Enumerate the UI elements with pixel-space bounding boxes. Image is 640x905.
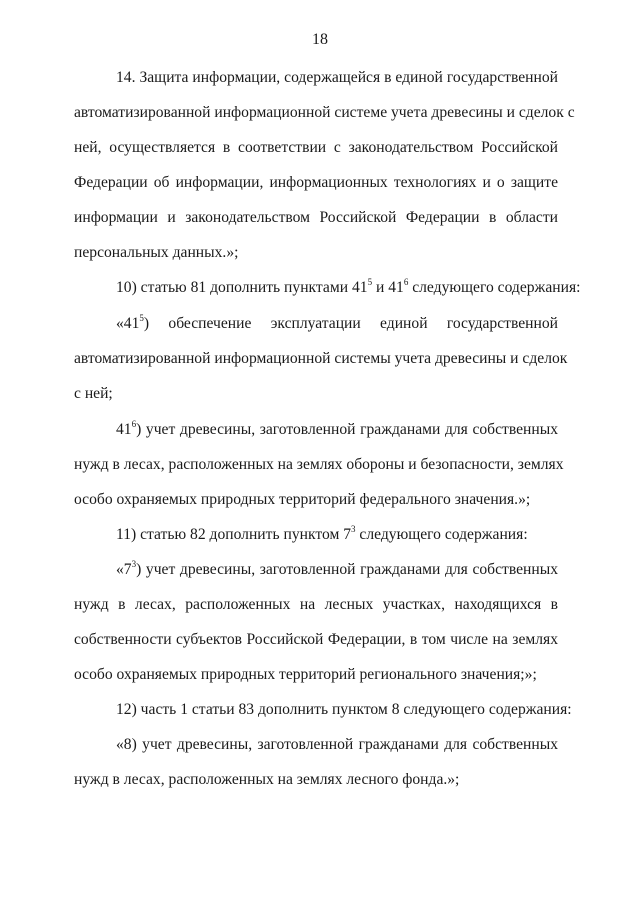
paragraph-14-line-1: 14. Защита информации, содержащейся в единой государственной	[116, 69, 558, 86]
paragraph-14-line-4: Федерации об информации, информационных технологиях и о защите	[74, 174, 558, 191]
paragraph-7-3-line-1: «$7^3$) учет древесины, заготовленной гражданами для собственных	[116, 558, 558, 578]
paragraph-8-line-1: «8) учет древесины, заготовленной гражданами для собственных	[116, 736, 558, 753]
paragraph-7-3-line-4: особо охраняемых природных территорий регионального значения;»;	[74, 666, 537, 683]
paragraph-8-line-2: нужд в лесах, расположенных на землях лесного фонда.»;	[74, 771, 460, 788]
paragraph-7-3-line-2: нужд в лесах, расположенных на лесных участках, находящихся в	[74, 596, 558, 613]
item-12-text: 12) часть 1 статьи 83 дополнить пунктом 8 следующего содержания:	[116, 701, 572, 718]
paragraph-41-5-line-3: с ней;	[74, 385, 113, 402]
paragraph-41-6-line-2: нужд в лесах, расположенных на землях обороны и безопасности, землях	[74, 456, 564, 473]
paragraph-14-line-3: ней, осуществляется в соответствии с законодательством Российской	[74, 139, 558, 156]
paragraph-41-5-line-1: «$41^5$) обеспечение эксплуатации единой государственной	[116, 312, 558, 332]
paragraph-14-line-5: информации и законодательством Российской Федерации в области	[74, 209, 558, 226]
item-10-text: 10) статью 81 дополнить пунктами $41^5$ и $41^6$ следующего содержания:	[116, 276, 581, 296]
paragraph-41-5-line-2: автоматизированной информационной системы учета древесины и сделок	[74, 350, 568, 367]
paragraph-41-6-line-3: особо охраняемых природных территорий федерального значения.»;	[74, 491, 531, 508]
paragraph-14-line-6: персональных данных.»;	[74, 244, 239, 261]
paragraph-41-6-line-1: $41^6$) учет древесины, заготовленной гражданами для собственных	[116, 418, 558, 438]
page-number: 18	[312, 31, 328, 48]
paragraph-7-3-line-3: собственности субъектов Российской Федерации, в том числе на землях	[74, 631, 558, 648]
paragraph-14-line-2: автоматизированной информационной системе учета древесины и сделок с	[74, 104, 575, 121]
item-11-text: 11) статью 82 дополнить пунктом $7^3$ следующего содержания:	[116, 523, 528, 543]
